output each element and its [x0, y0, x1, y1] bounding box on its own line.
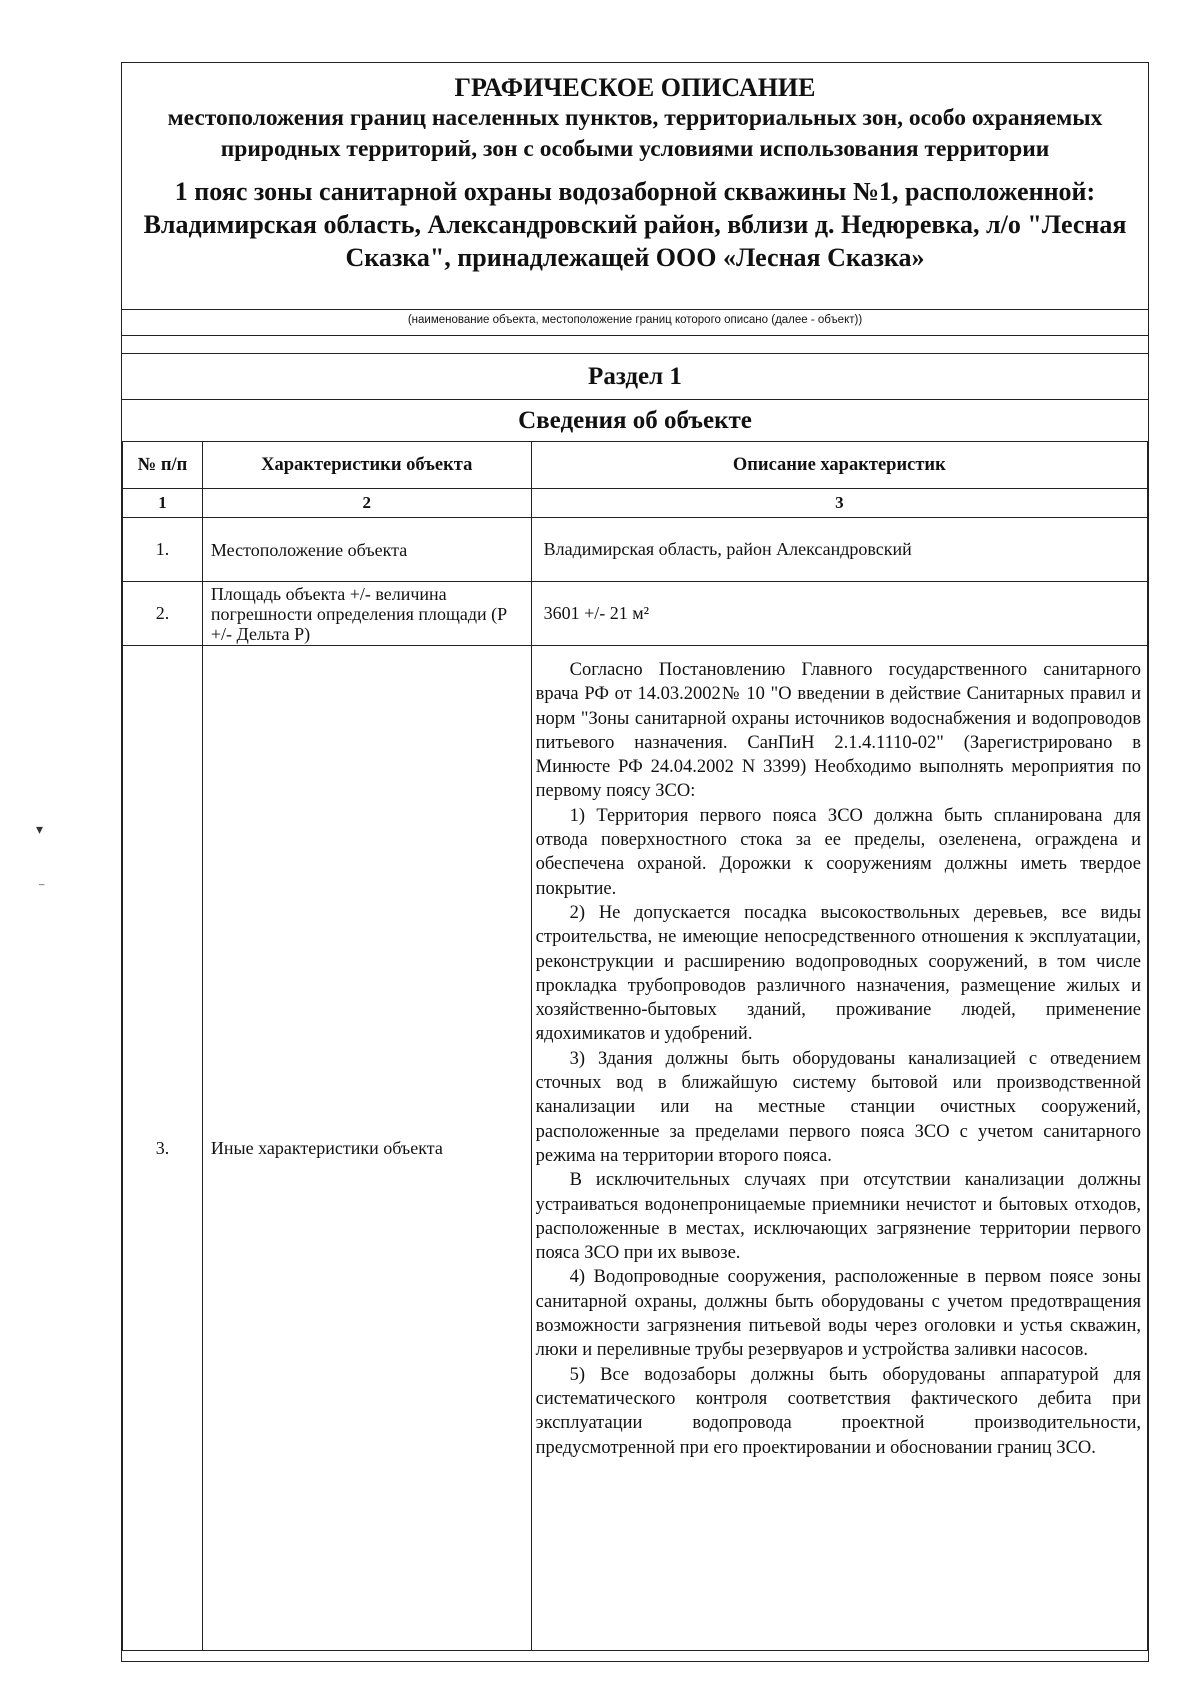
description-paragraph: 3) Здания должны быть оборудованы канализацией с отведением сточных вод в ближайшую систему бытовой или производственной канализации или на местные станции очистных сооружений, расположенные за пределами первого пояса ЗСО с учетом санитарного режима на территории второго пояса.: [535, 1048, 1141, 1166]
table-header-row: [123, 442, 1148, 489]
object-caption: (наименование объекта, местоположение границ которого описано (далее - объект)): [407, 314, 863, 326]
row-label: Иные характеристики объекта: [202, 646, 531, 1651]
row-value: Владимирская область, район Александровский: [531, 518, 1147, 582]
object-name: 1 пояс зоны санитарной охраны водозаборной скважины №1, расположенной: Владимирская область, Александровский район, вблизи д. Недюревка, л/о "Лесная Сказка", принадлежащей ООО «Лесная Сказка»: [143, 177, 1127, 272]
section-number-bottom-line: [122, 399, 1148, 400]
description-paragraph: 1) Территория первого пояса ЗСО должна быть спланирована для отвода поверхностного стока за ее пределы, озеленена, ограждена и обеспечена охраной. Дорожки к сооружениям должны иметь твердое покрытие.: [535, 805, 1141, 899]
table-row: [123, 582, 1148, 646]
description-paragraph: 5) Все водозаборы должны быть оборудованы аппаратурой для систематического контроля соответствия фактического дебита при эксплуатации водопровода проектной производительности, предусмотренной при его проектировании и обосновании границ ЗСО.: [535, 1364, 1141, 1458]
row-label: Площадь объекта +/- величина погрешности определения площади (Р +/- Дельта Р): [202, 582, 531, 646]
header-divider: [122, 309, 1148, 310]
document-title: ГРАФИЧЕСКОЕ ОПИСАНИЕ: [454, 73, 816, 102]
document-subtitle: местоположения границ населенных пунктов, территориальных зон, особо охраняемых природных территорий, зон с особыми условиями использования территории: [167, 105, 1103, 162]
characteristics-description: [532, 646, 1147, 1460]
column-index-2: 2: [202, 489, 531, 518]
description-paragraph: 4) Водопроводные сооружения, расположенные в первом поясе зоны санитарной охраны, должны быть оборудованы с учетом предотвращения возможности загрязнения питьевой воды через оголовки и устья скважин, люки и переливные трубы резервуаров и устройства заливки насосов.: [535, 1267, 1141, 1361]
column-header-description: Описание характеристик: [531, 442, 1147, 489]
section-number-top-line: [122, 353, 1148, 354]
row-value: 3601 +/- 21 м²: [531, 582, 1147, 646]
description-paragraph: 2) Не допускается посадка высокоствольных деревьев, все виды строительства, не имеющие непосредственного отношения к эксплуатации, реконструкции и расширению водопроводных сооружений, в том числе прокладка трубопроводов различного назначения, размещение жилых и хозяйственно-бытовых зданий, проживание людей, применение ядохимикатов и удобрений.: [535, 902, 1141, 1045]
column-index-1: 1: [123, 489, 203, 518]
table-index-row: [123, 489, 1148, 518]
description-paragraph: В исключительных случаях при отсутствии канализации должны устраиваться водонепроницаемые приемники нечистот и бытовых отходов, расположенные в местах, исключающих загрязнение территории первого пояса ЗСО при их вывозе.: [535, 1170, 1141, 1264]
scan-speck: ⁻: [38, 881, 46, 896]
section-number: Раздел 1: [588, 363, 682, 390]
table-row: [123, 646, 1148, 1651]
scan-speck: ▾: [36, 823, 44, 838]
column-index-3: 3: [531, 489, 1147, 518]
row-number: 3.: [123, 646, 203, 1651]
object-info-table: [122, 441, 1148, 1651]
table-row: [123, 518, 1148, 582]
column-header-number: № п/п: [123, 442, 203, 489]
document-header: [122, 63, 1148, 313]
row-description-cell: [531, 646, 1147, 1651]
row-label: Местоположение объекта: [202, 518, 531, 582]
column-header-characteristic: Характеристики объекта: [202, 442, 531, 489]
description-paragraph: Согласно Постановлению Главного государственного санитарного врача РФ от 14.03.2002№ 10 "О введении в действие Санитарных правил и норм "Зоны санитарной охраны источников водоснабжения и водопроводов питьевого назначения. СанПиН 2.1.4.1110-02" (Зарегистрировано в Минюсте РФ 24.04.2002 N 3399) Необходимо выполнять мероприятия по первому поясу ЗСО:: [535, 660, 1141, 802]
row-number: 1.: [123, 518, 203, 582]
document-frame: [121, 62, 1149, 1662]
row-number: 2.: [123, 582, 203, 646]
section-title: Сведения об объекте: [518, 407, 752, 434]
caption-divider: [122, 335, 1148, 336]
